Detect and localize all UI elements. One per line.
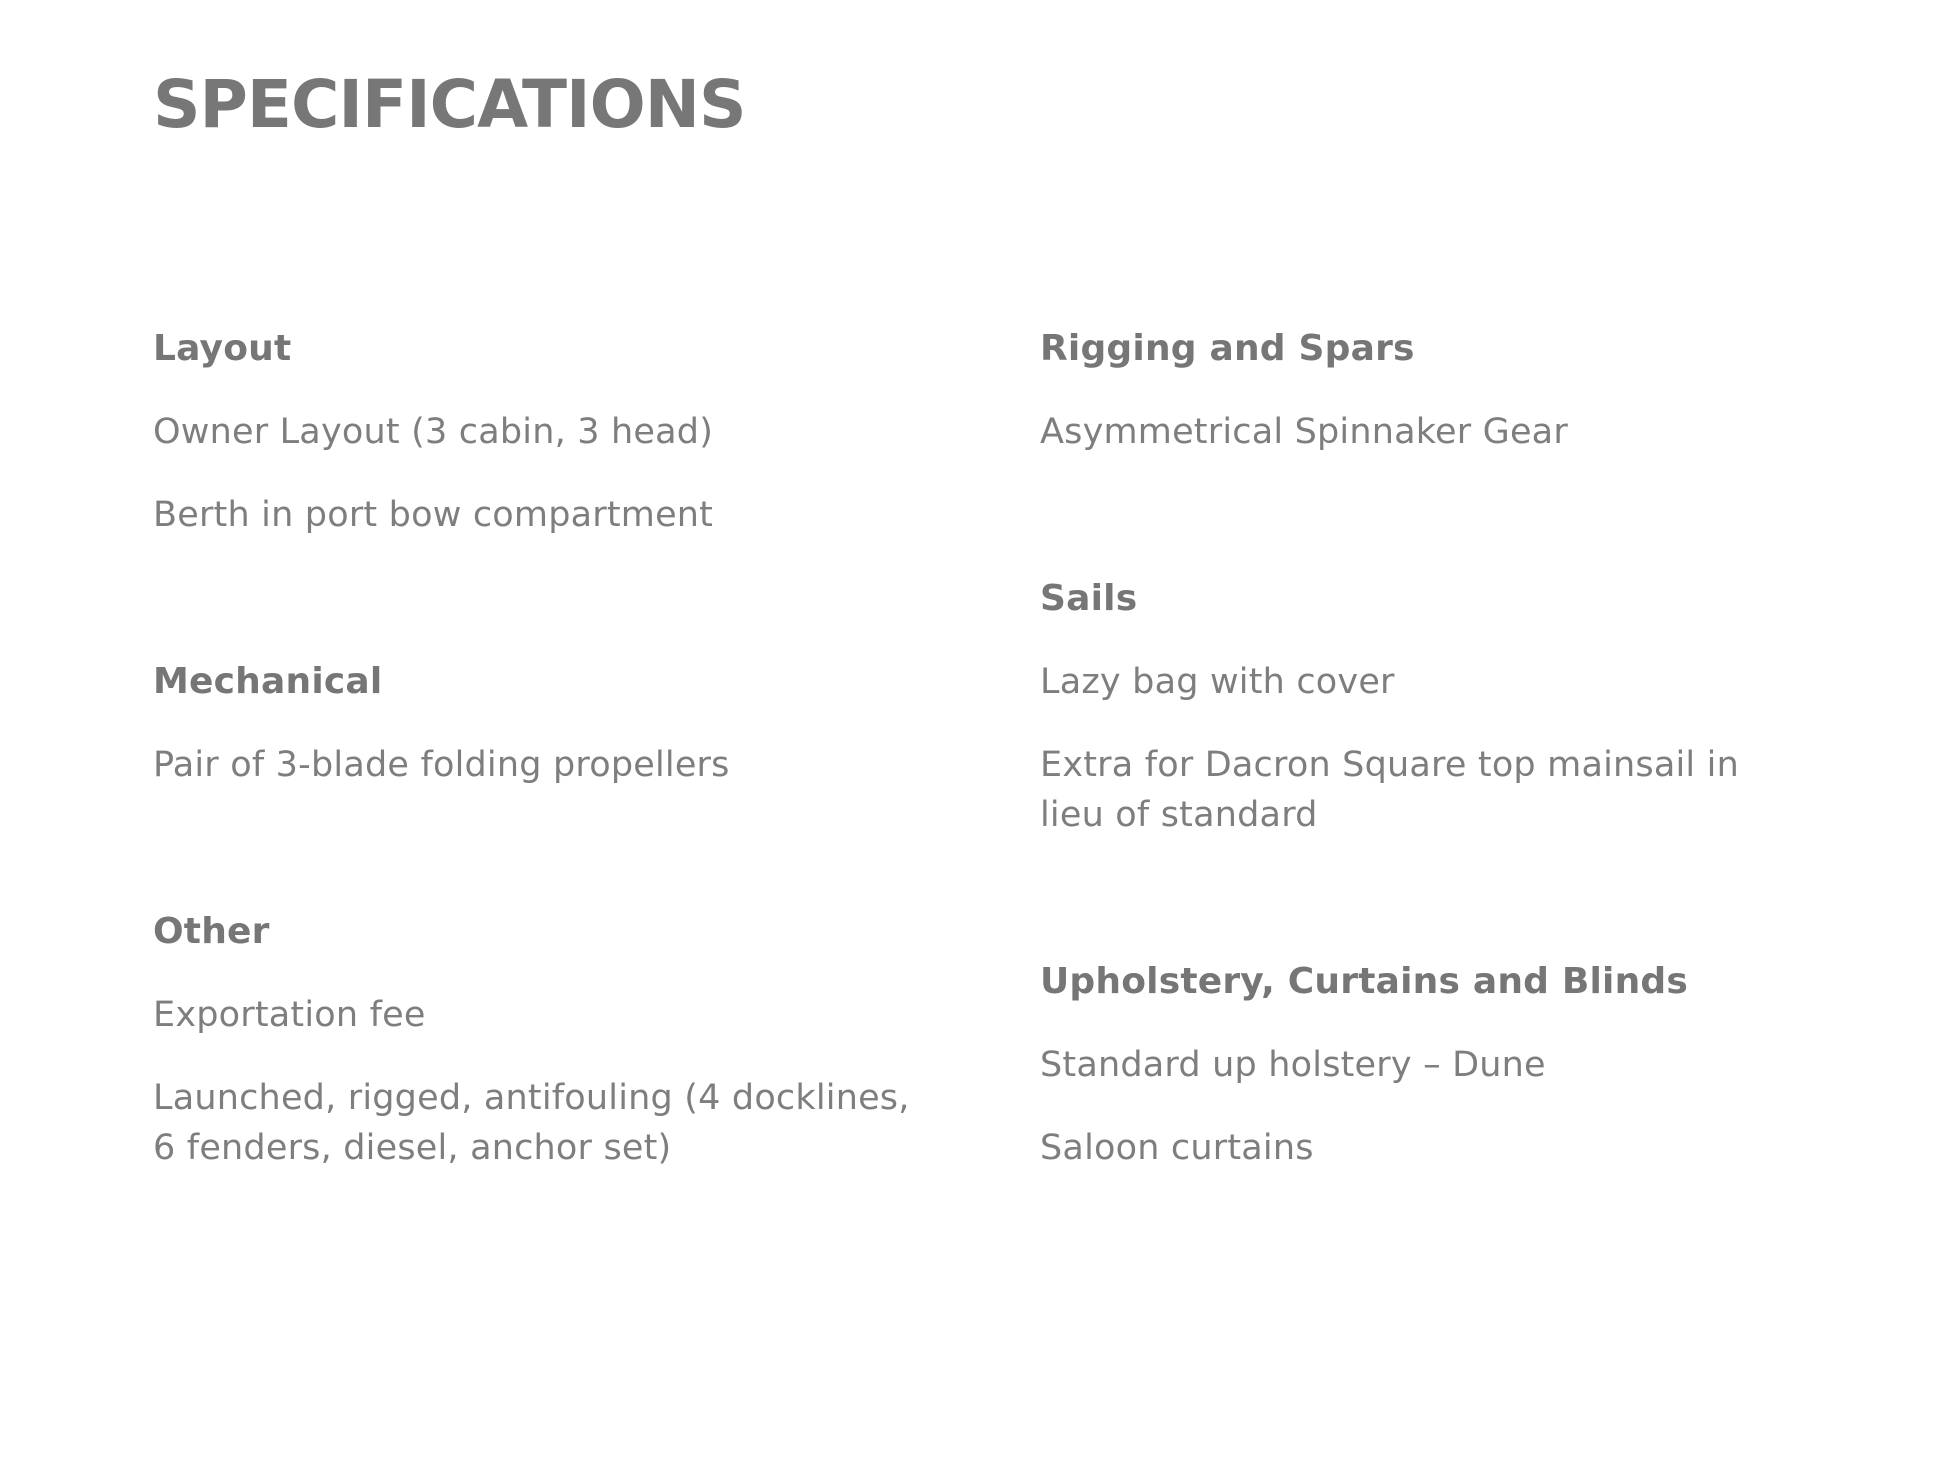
page-title: SPECIFICATIONS (153, 66, 746, 143)
section-heading-other: Other (153, 911, 270, 952)
section-mechanical (153, 657, 913, 790)
section-heading-upholstery: Upholstery, Curtains and Blinds (1040, 961, 1688, 1002)
section-sails (1040, 574, 1800, 840)
section-upholstery (1040, 957, 1800, 1173)
spec-item: Extra for Dacron Square top mainsail in lieu of standard (1040, 745, 1739, 835)
section-heading-mechanical: Mechanical (153, 661, 383, 702)
section-rigging (1040, 324, 1800, 457)
spec-item: Lazy bag with cover (1040, 662, 1395, 702)
section-heading-sails: Sails (1040, 578, 1138, 619)
spec-item: Asymmetrical Spinnaker Gear (1040, 412, 1568, 452)
spec-item: Berth in port bow compartment (153, 495, 714, 535)
section-other (153, 907, 913, 1173)
spec-item: Saloon curtains (1040, 1128, 1314, 1168)
spec-item: Exportation fee (153, 995, 426, 1035)
spec-item: Launched, rigged, antifouling (4 docklines, 6 fenders, diesel, anchor set) (153, 1078, 910, 1168)
spec-item: Standard up holstery – Dune (1040, 1045, 1546, 1085)
spec-item: Owner Layout (3 cabin, 3 head) (153, 412, 714, 452)
spec-item: Pair of 3-blade folding propellers (153, 745, 730, 785)
section-heading-rigging: Rigging and Spars (1040, 328, 1415, 369)
section-layout (153, 324, 913, 540)
section-heading-layout: Layout (153, 328, 292, 369)
